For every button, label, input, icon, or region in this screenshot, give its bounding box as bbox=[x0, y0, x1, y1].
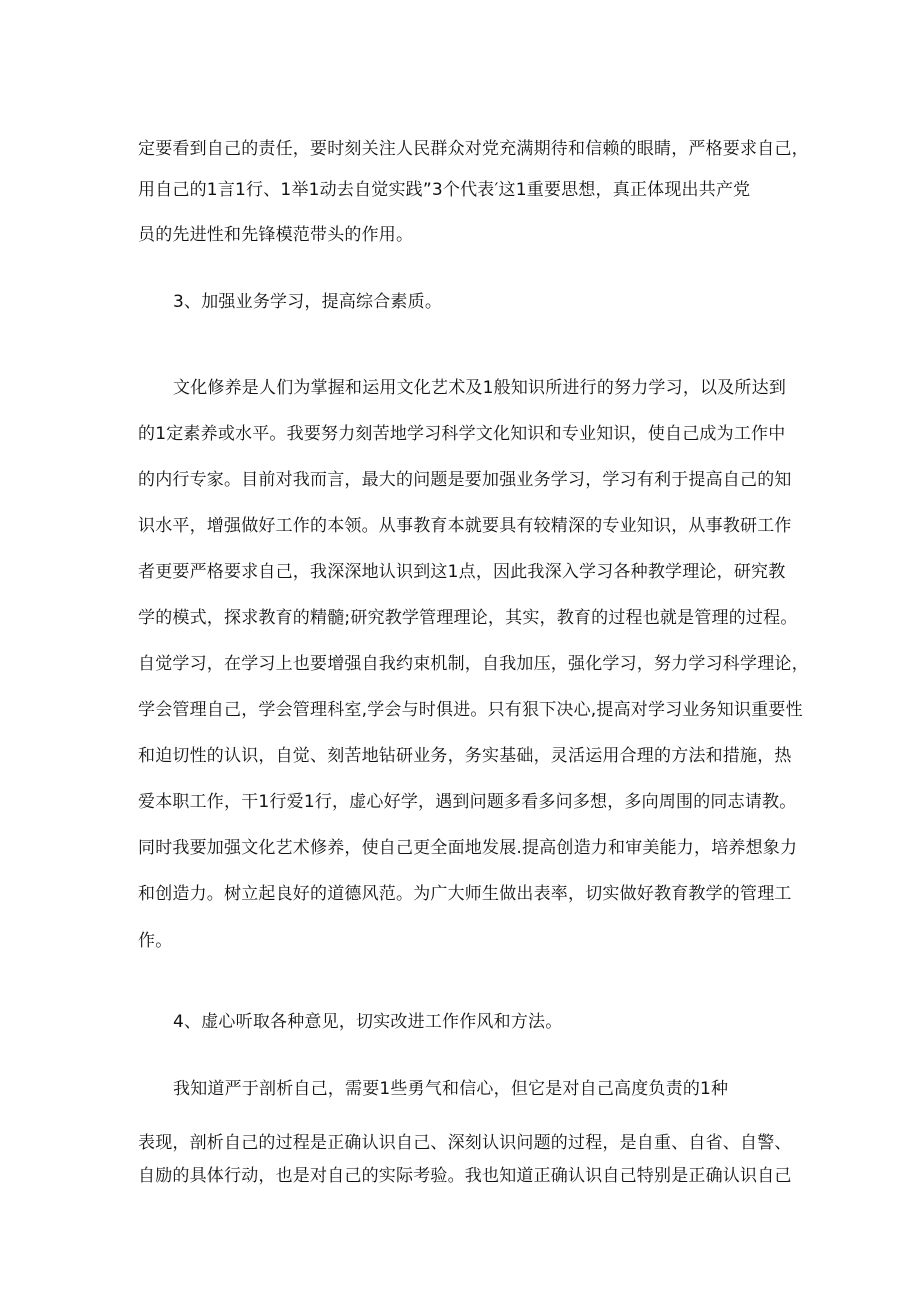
text-line: 识水平，增强做好工作的本领。从事教育本就要具有较精深的专业知识，从事教研工作 bbox=[138, 516, 792, 536]
section-heading: 3、加强业务学习，提高综合素质。 bbox=[173, 292, 443, 312]
text-line: 自励的具体行动，也是对自己的实际考验。我也知道正确认识自己特别是正确认识自己 bbox=[138, 1166, 792, 1186]
text-line: 用自己的1言1行、1举1动去自觉实践”3个代表′这1重要思想，真正体现出共产党 bbox=[138, 180, 751, 200]
section-heading: 4、虚心听取各种意见，切实改进工作作风和方法。 bbox=[173, 1012, 563, 1032]
text-line: 的内行专家。目前对我而言，最大的问题是要加强业务学习，学习有利于提高自己的知 bbox=[138, 470, 792, 490]
text-line: 和迫切性的认识，自觉、刻苦地钻研业务，务实基础，灵活运用合理的方法和措施，热 bbox=[138, 746, 792, 766]
text-line: 的1定素养或水平。我要努力刻苦地学习科学文化知识和专业知识，使自己成为工作中 bbox=[138, 424, 786, 444]
text-line: 和创造力。树立起良好的道德风范。为广大师生做出表率，切实做好教育教学的管理工 bbox=[138, 884, 792, 904]
text-line: 员的先进性和先锋模范带头的作用。 bbox=[138, 225, 414, 245]
text-line: 学会管理自己，学会管理科室,学会与时俱进。只有狠下决心,提高对学习业务知识重要性 bbox=[138, 700, 803, 720]
text-line: 者更要严格要求自己，我深深地认识到这1点，因此我深入学习各种教学理论，研究教 bbox=[138, 562, 786, 582]
text-line: 表现，剖析自己的过程是正确认识自己、深刻认识问题的过程，是自重、自省、自警、 bbox=[138, 1133, 792, 1153]
text-line: 爱本职工作，干1行爱1行，虚心好学，遇到问题多看多问多想，多向周围的同志请教。 bbox=[138, 792, 797, 812]
text-line: 自觉学习，在学习上也要增强自我约束机制，自我加压，强化学习，努力学习科学理论， bbox=[138, 654, 809, 674]
text-line: 同时我要加强文化艺术修养，使自己更全面地发展.提高创造力和审美能力，培养想象力 bbox=[138, 838, 798, 858]
text-line: 定要看到自己的责任，要时刻关注人民群众对党充满期待和信赖的眼睛，严格要求自己， bbox=[138, 139, 809, 159]
text-line: 我知道严于剖析自己，需要1些勇气和信心，但它是对自己高度负责的1种 bbox=[173, 1079, 729, 1099]
text-line: 学的模式，探求教育的精髓;研究教学管理理论，其实，教育的过程也就是管理的过程。 bbox=[138, 608, 798, 628]
text-line: 文化修养是人们为掌握和运用文化艺术及1般知识所进行的努力学习，以及所达到 bbox=[173, 378, 787, 398]
text-line: 作。 bbox=[138, 931, 173, 951]
